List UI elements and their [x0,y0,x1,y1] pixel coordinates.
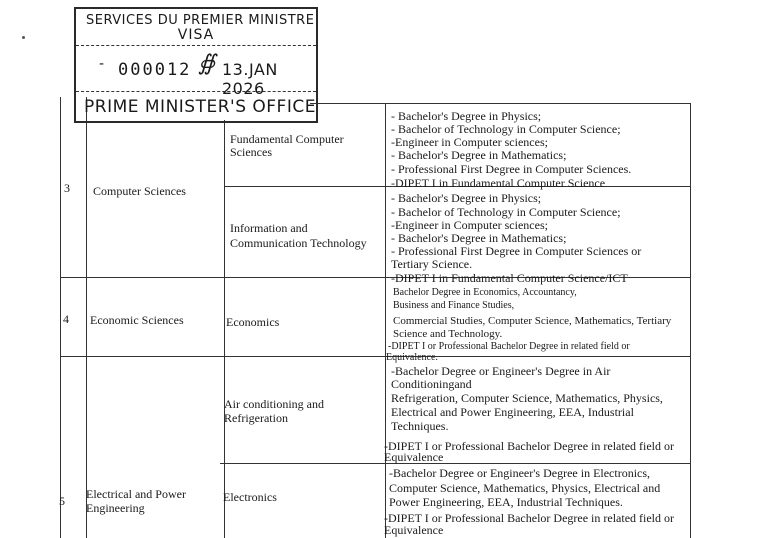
field-name: Economic Sciences [90,313,184,327]
qualification-line: Bachelor Degree in Economics, Accountancy, [393,287,577,298]
field-name: Electrical and Power [86,487,186,501]
qualification-line: - Bachelor's Degree in Mathematics; [391,148,567,162]
qualification-line: Electrical and Power Engineering, EEA, Industrial [391,405,634,419]
specialty-name: Sciences [230,145,272,159]
row5-spec-divider [220,463,691,464]
stamp-signature-mark: ∯ [198,51,216,76]
stamp-dash: - [99,56,105,72]
specialty-name: Communication Technology [230,236,367,250]
qualification-line: -DIPET I or Professional Bachelor Degree in related field or [384,511,675,525]
stamp-number: 000012 [118,60,192,80]
qualification-line: Refrigeration, Computer Science, Mathematics, Physics, [391,391,663,405]
stamp-line-1: SERVICES DU PREMIER MINISTRE [86,13,315,28]
qualification-line: Equivalence [384,523,444,537]
qualification-line: Equivalence. [386,352,438,363]
specialty-name: Economics [226,315,280,329]
col-divider-num [86,97,87,538]
row-number: 4 [63,312,69,326]
row-number: 5 [59,494,65,508]
visa-stamp [74,7,318,123]
stamp-rule [76,91,316,92]
qualification-line: Conditioningand [391,377,472,391]
qualification-line: - Bachelor's Degree in Physics; [391,109,542,123]
qualification-line: - Professional First Degree in Computer Sciences. [391,162,632,176]
qualification-line: Computer Science, Mathematics, Physics, Electrical and [389,481,661,495]
col-divider-spec [385,103,386,538]
specialty-name: Refrigeration [224,411,288,425]
qualification-line: -DIPET I or Professional Bachelor Degree in related field or [388,341,630,352]
stamp-date: 13.JAN 2026 [222,60,278,98]
field-name: Computer Sciences [93,184,186,198]
qualification-line: -Bachelor Degree or Engineer's Degree in Electronics, [389,466,651,480]
specialty-name: Information and [230,221,308,235]
qualification-line: Commercial Studies, Computer Science, Mathematics, Tertiary [393,315,672,327]
qualification-line: - Bachelor's Degree in Mathematics; [391,231,567,245]
qualification-line: Techniques. [391,419,449,433]
qualification-line: -DIPET I in Fundamental Computer Science [391,176,606,190]
qualification-line: -DIPET I in Fundamental Computer Science/ICT [391,271,628,285]
qualification-line: Business and Finance Studies, [393,300,515,311]
qualification-line: Science and Technology. [393,328,503,340]
qualification-line: - Professional First Degree in Computer Sciences or [391,244,642,258]
qualification-line: -Engineer in Computer sciences; [391,135,548,149]
qualification-line: - Bachelor of Technology in Computer Science; [391,122,621,136]
qualification-line: -Engineer in Computer sciences; [391,218,548,232]
row4-bottom [60,356,691,357]
stamp-visa: VISA [177,27,215,43]
specialty-name: Fundamental Computer [230,132,344,146]
table-border-right [690,103,691,538]
qualification-line: -DIPET I or Professional Bachelor Degree in related field or [384,439,675,453]
stamp-office: PRIME MINISTER'S OFFICE [84,97,316,117]
table-top [310,103,691,104]
qualification-line: Tertiary Science. [391,257,473,271]
qualification-line: -Bachelor Degree or Engineer's Degree in Air [391,364,611,378]
field-name: Engineering [86,501,145,515]
stamp-rule [76,45,316,46]
qualification-line: Power Engineering, EEA, Industrial Techniques. [389,495,623,509]
specialty-name: Air conditioning and [224,397,324,411]
qualification-line: - Bachelor's Degree in Physics; [391,191,542,205]
table-border-left [60,97,61,538]
specialty-name: Electronics [223,490,277,504]
col-divider-field [224,120,225,538]
qualification-line: Equivalence [384,450,444,464]
row-number: 3 [64,181,70,195]
qualification-line: - Bachelor of Technology in Computer Science; [391,205,621,219]
